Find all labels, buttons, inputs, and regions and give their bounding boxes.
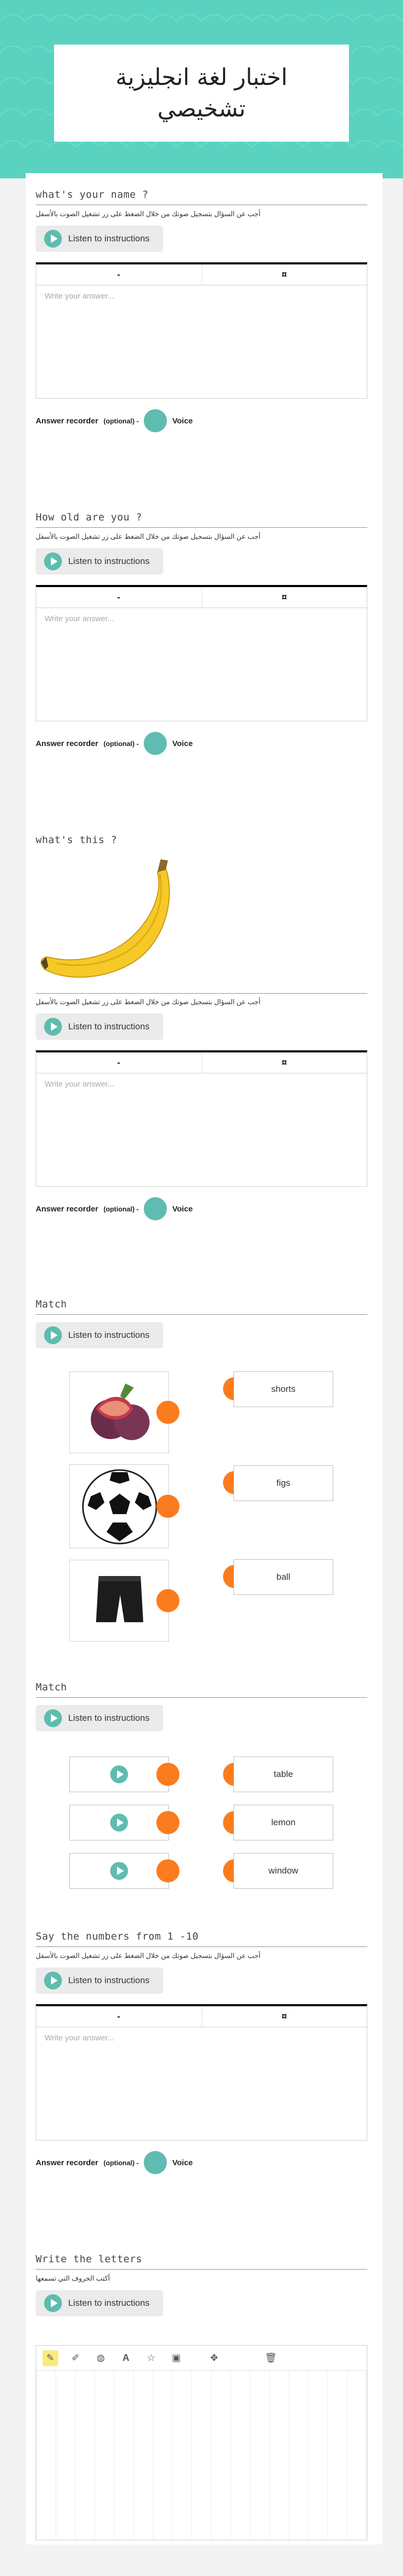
- text-icon[interactable]: A: [122, 2353, 130, 2363]
- figs-image[interactable]: [69, 1371, 169, 1453]
- answer-editor[interactable]: [36, 585, 367, 721]
- pencil-icon[interactable]: ✎: [43, 2350, 58, 2366]
- question-instruction: أجب عن السؤال بتسجيل صوتك من خلال الضغط على زر تشغيل الصوت بالأسفل: [36, 1952, 261, 1960]
- listen-label: Listen to instructions: [68, 233, 150, 243]
- voice-label: Voice: [172, 2158, 193, 2167]
- play-icon: [44, 2294, 62, 2312]
- record-voice-button[interactable]: [144, 2151, 167, 2174]
- match-dot-left[interactable]: [156, 1859, 179, 1882]
- question-instruction: أكتب الحروف التي تسمعها: [36, 2274, 110, 2282]
- title-card: [54, 45, 349, 142]
- question-numbers: [36, 1931, 367, 2174]
- match-word-card[interactable]: figs: [234, 1465, 333, 1501]
- match-word-card[interactable]: ball: [234, 1559, 333, 1595]
- question-whats-this: [36, 834, 367, 1220]
- question-write-letters: [36, 2253, 367, 2316]
- audio-card[interactable]: [69, 1805, 169, 1840]
- match-word-card[interactable]: lemon: [234, 1805, 333, 1840]
- question-title: Write the letters: [36, 2253, 367, 2270]
- pen-icon[interactable]: ✐: [71, 2353, 80, 2363]
- recorder-label: Answer recorder: [36, 2158, 99, 2167]
- match-dot-left[interactable]: [156, 1811, 179, 1834]
- record-voice-button[interactable]: [144, 409, 167, 432]
- listen-label: Listen to instructions: [68, 2298, 150, 2308]
- listen-instructions-button[interactable]: [36, 1014, 163, 1040]
- listen-instructions-button[interactable]: [36, 2290, 163, 2316]
- shorts-image[interactable]: [69, 1560, 169, 1642]
- page-title: اختبار لغة انجليزية تشخيصي: [115, 63, 288, 122]
- question-name: [36, 189, 367, 432]
- play-icon: [44, 1326, 62, 1344]
- record-voice-button[interactable]: [144, 732, 167, 755]
- play-icon[interactable]: [110, 1814, 128, 1832]
- toolbar-button[interactable]: ¤: [202, 2006, 367, 2027]
- toolbar-button[interactable]: ¤: [202, 1052, 367, 1073]
- listen-label: Listen to instructions: [68, 1713, 150, 1723]
- recorder-optional: (optional) -: [103, 2158, 139, 2167]
- recorder-optional: (optional) -: [103, 1205, 139, 1213]
- answer-input[interactable]: Write your answer...: [45, 1080, 114, 1089]
- recorder-optional: (optional) -: [103, 417, 139, 425]
- match-dot-left[interactable]: [156, 1401, 179, 1424]
- move-icon[interactable]: ✥: [210, 2353, 218, 2363]
- match-word-card[interactable]: table: [234, 1757, 333, 1792]
- answer-input[interactable]: Write your answer...: [45, 292, 114, 301]
- question-title: Say the numbers from 1 -10: [36, 1931, 367, 1947]
- drawing-toolbar: [36, 2346, 367, 2371]
- match-dot-left[interactable]: [156, 1495, 179, 1518]
- question-instruction: أجب عن السؤال بتسجيل صوتك من خلال الضغط على زر تشغيل الصوت بالأسفل: [36, 993, 367, 1006]
- recorder-label: Answer recorder: [36, 739, 99, 748]
- question-title: Match: [36, 1681, 367, 1698]
- editor-toolbar: [36, 587, 367, 608]
- toolbar-button[interactable]: ¤: [202, 587, 367, 608]
- brush-icon[interactable]: ◍: [97, 2353, 105, 2363]
- play-icon: [44, 1018, 62, 1036]
- editor-toolbar: [36, 2006, 367, 2027]
- question-title: How old are you ?: [36, 512, 367, 528]
- answer-editor[interactable]: [36, 262, 367, 399]
- voice-label: Voice: [172, 739, 193, 748]
- match-word-card[interactable]: shorts: [234, 1371, 333, 1407]
- trash-icon[interactable]: 🗑: [264, 2353, 277, 2363]
- listen-instructions-button[interactable]: [36, 548, 163, 574]
- answer-recorder: [36, 732, 367, 755]
- question-instruction: أجب عن السؤال بتسجيل صوتك من خلال الضغط على زر تشغيل الصوت بالأسفل: [36, 533, 261, 540]
- question-title: Match: [36, 1298, 367, 1315]
- answer-editor[interactable]: [36, 2004, 367, 2141]
- question-match-audio: [36, 1681, 367, 1731]
- audio-card[interactable]: [69, 1853, 169, 1889]
- listen-instructions-button[interactable]: [36, 1322, 163, 1348]
- play-icon: [44, 552, 62, 570]
- audio-card[interactable]: [69, 1757, 169, 1792]
- match-word-card[interactable]: window: [234, 1853, 333, 1889]
- match-dot-left[interactable]: [156, 1589, 179, 1612]
- recorder-optional: (optional) -: [103, 739, 139, 748]
- listen-label: Listen to instructions: [68, 556, 150, 566]
- question-title: what's your name ?: [36, 189, 367, 205]
- image-icon[interactable]: ▣: [172, 2353, 181, 2363]
- play-icon: [44, 1972, 62, 1989]
- answer-recorder: [36, 2151, 367, 2174]
- listen-instructions-button[interactable]: [36, 226, 163, 252]
- question-title: what's this ?: [36, 834, 118, 846]
- voice-label: Voice: [172, 416, 193, 425]
- listen-instructions-button[interactable]: [36, 1967, 163, 1994]
- toolbar-button[interactable]: -: [117, 592, 121, 602]
- play-icon[interactable]: [110, 1765, 128, 1783]
- editor-toolbar: [36, 1052, 367, 1073]
- answer-editor[interactable]: [36, 1050, 367, 1187]
- question-age: [36, 512, 367, 755]
- play-icon: [44, 1709, 62, 1727]
- listen-label: Listen to instructions: [68, 1021, 150, 1031]
- answer-recorder: [36, 1197, 367, 1220]
- record-voice-button[interactable]: [144, 1197, 167, 1220]
- banana-image: [36, 852, 188, 988]
- question-instruction: أجب عن السؤال بتسجيل صوتك من خلال الضغط على زر تشغيل الصوت بالأسفل: [36, 210, 261, 218]
- toolbar-button[interactable]: ¤: [202, 264, 367, 285]
- play-icon[interactable]: [110, 1862, 128, 1880]
- header-banner: [0, 0, 403, 178]
- listen-instructions-button[interactable]: [36, 1705, 163, 1731]
- toolbar-button[interactable]: -: [117, 2011, 121, 2021]
- toolbar-button[interactable]: -: [117, 269, 121, 280]
- recorder-label: Answer recorder: [36, 1204, 99, 1214]
- answer-input[interactable]: Write your answer...: [45, 2034, 114, 2042]
- drawing-grid[interactable]: [36, 2371, 367, 2540]
- recorder-label: Answer recorder: [36, 416, 99, 425]
- star-icon[interactable]: ☆: [146, 2353, 156, 2363]
- toolbar-button[interactable]: -: [117, 1057, 121, 1068]
- play-icon: [44, 230, 62, 248]
- voice-label: Voice: [172, 1204, 193, 1214]
- match-dot-left[interactable]: [156, 1763, 179, 1786]
- answer-input[interactable]: Write your answer...: [45, 614, 114, 623]
- answer-recorder: [36, 409, 367, 432]
- drawing-canvas[interactable]: [36, 2345, 367, 2540]
- question-match-pictures: [36, 1298, 367, 1348]
- editor-toolbar: [36, 264, 367, 285]
- listen-label: Listen to instructions: [68, 1330, 150, 1340]
- listen-label: Listen to instructions: [68, 1975, 150, 1985]
- soccer-ball-image[interactable]: [69, 1464, 169, 1548]
